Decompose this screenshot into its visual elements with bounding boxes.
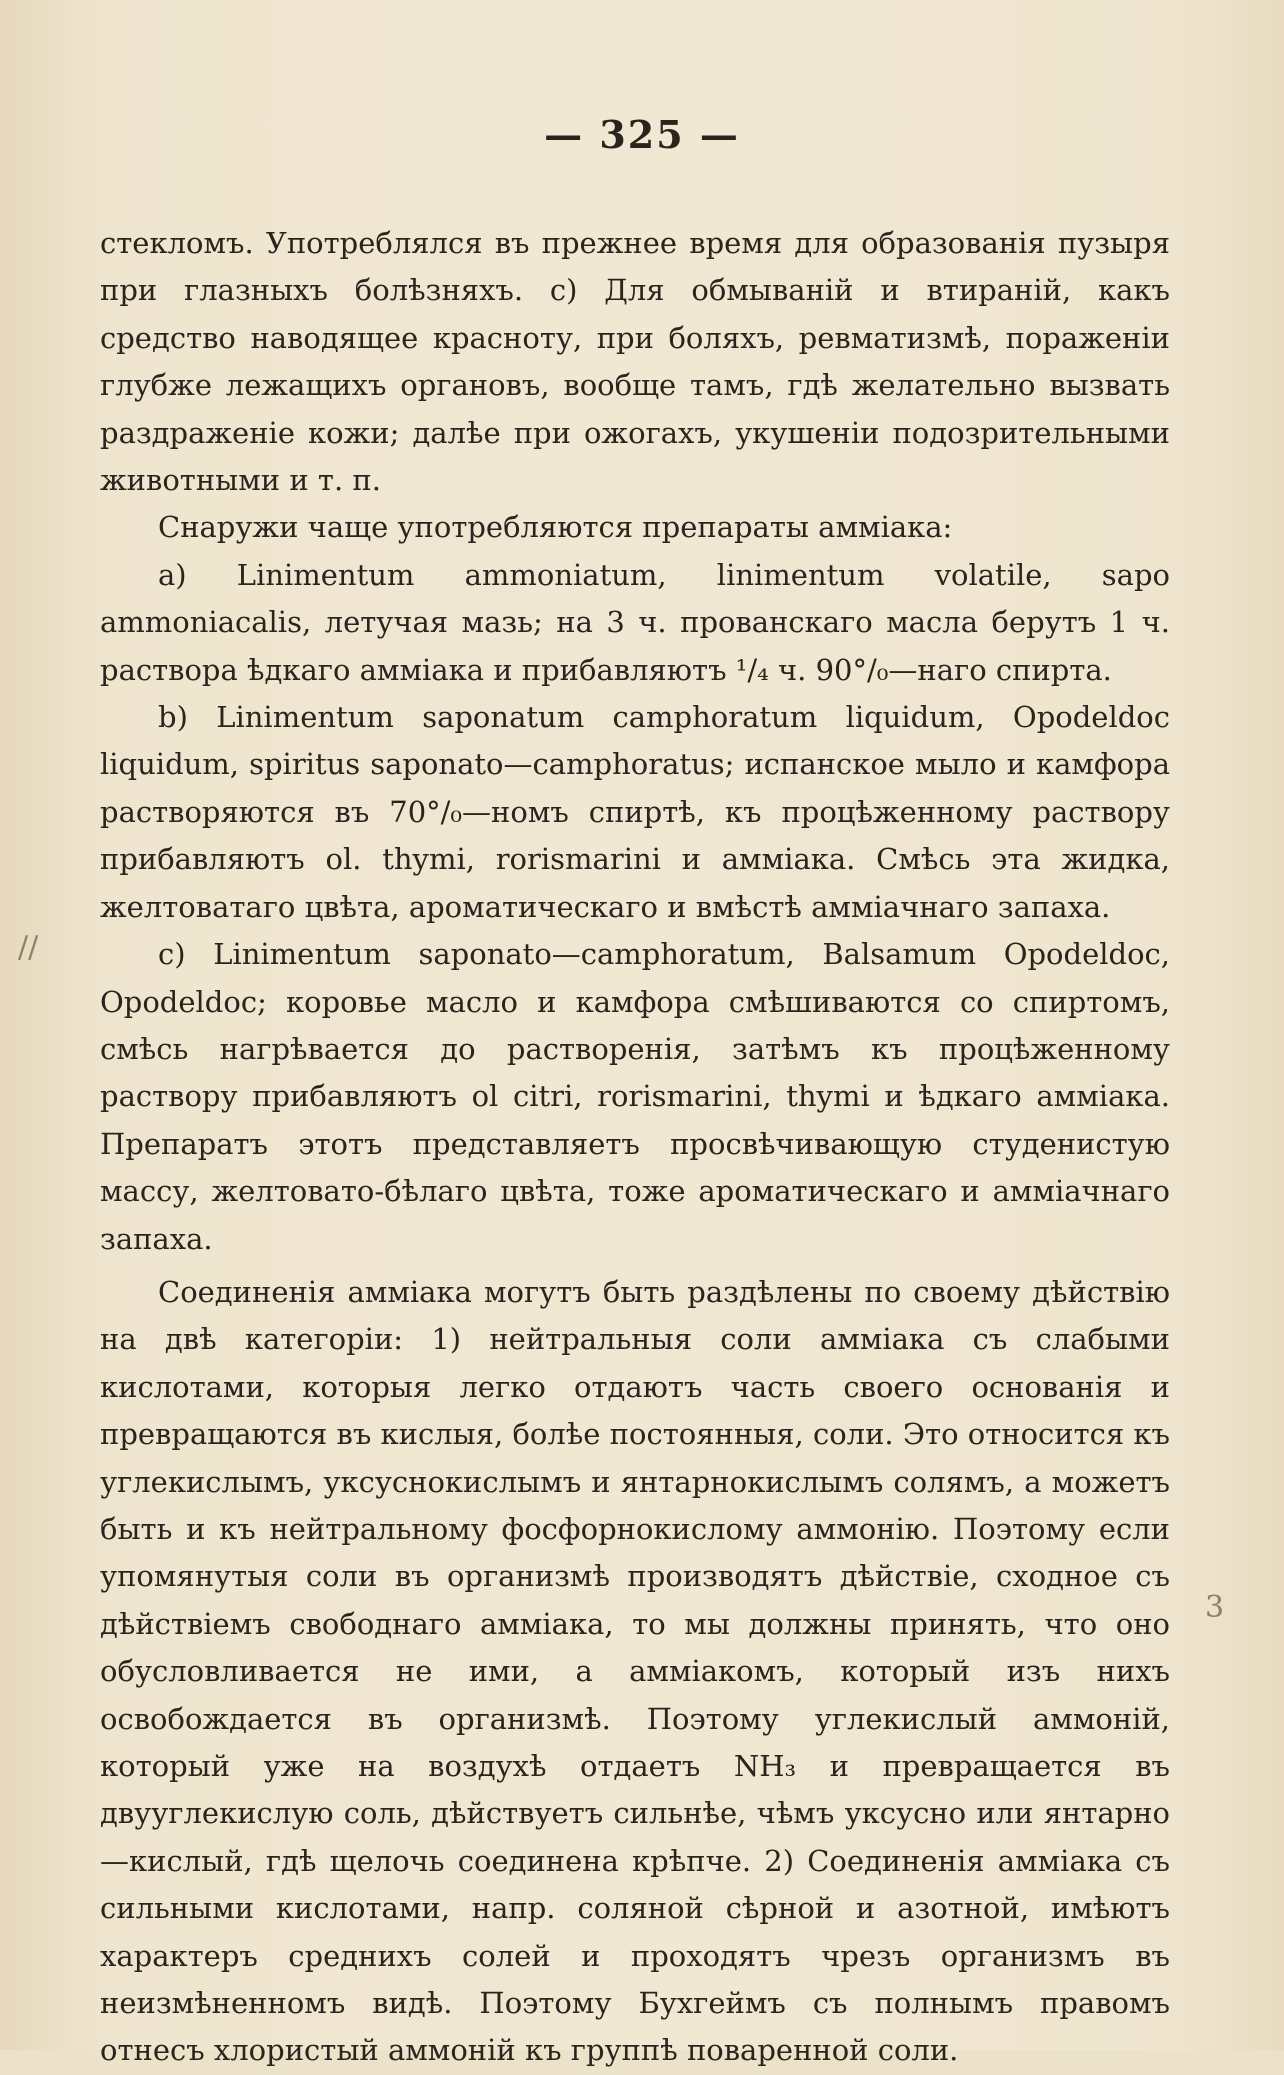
paragraph-2: Снаружи чаще употребляются препараты амміака: [158, 510, 953, 545]
page-number: — 325 — [544, 112, 740, 157]
paragraph-5: c) Linimentum saponato—camphoratum, Balsamum Opodeldoc, Opodeldoc; коровье масло и камфора смѣшиваются со спиртомъ, смѣсь нагрѣвается до растворенія, затѣмъ къ процѣженному раствору прибавляютъ ol citri, rorismarini, thymi и ѣдкаго амміака. Препаратъ этотъ представляетъ просвѣчивающую студенистую массу, желтовато-бѣлаго цвѣта, тоже ароматическаго и амміачнаго запаха. [100, 937, 1170, 1256]
paragraph-6: Соединенія амміака могутъ быть раздѣлены по своему дѣйствію на двѣ категоріи: 1) нейтральныя соли амміака съ слабыми кислотами, которыя легко отдаютъ часть своего основанія и превращаются въ кислыя, болѣе постоянныя, соли. Это относится къ углекислымъ, уксуснокислымъ и янтарнокислымъ солямъ, а можетъ быть и къ нейтральному фосфорнокислому аммонію. Поэтому если упомянутыя соли въ организмѣ производятъ дѣйствіе, сходное съ дѣйствіемъ свободнаго амміака, то мы должны принять, что оно обусловливается не ими, а амміакомъ, который изъ нихъ освобождается въ организмѣ. Поэтому углекислый аммоній, который уже на воздухѣ отдаетъ NH₃ и превращается въ двууглекислую соль, дѣйствуетъ сильнѣе, чѣмъ уксусно или янтарно—кислый, гдѣ щелочь соединена крѣпче. 2) Соединенія амміака съ сильными кислотами, напр. соляной сѣрной и азотной, имѣютъ характеръ среднихъ солей и проходятъ чрезъ организмъ въ неизмѣненномъ видѣ. Поэтому Бухгеймъ съ полнымъ правомъ отнесъ хлористый аммоній къ группѣ поваренной соли. [100, 1274, 1170, 2068]
paragraph-4: b) Linimentum saponatum camphoratum liquidum, Opodeldoc liquidum, spiritus saponato—camphoratus; испанское мыло и камфора растворяются въ 70°/₀—номъ спиртѣ, къ процѣженному раствору прибавляютъ ol. thymi, rorismarini и амміака. Смѣсь эта жидка, желтоватаго цвѣта, ароматическаго и вмѣстѣ амміачнаго запаха. [100, 700, 1170, 924]
paragraph-3: a) Linimentum ammoniatum, linimentum volatile, sapo ammoniacalis, летучая мазь; на 3 ч. прованскаго масла берутъ 1 ч. раствора ѣдкаго амміака и прибавляютъ ¹/₄ ч. 90°/₀—наго спирта. [100, 557, 1170, 687]
margin-mark-left: // [18, 930, 39, 965]
paragraph-1: стекломъ. Употреблялся въ прежнее время для образованія пузыря при глазныхъ болѣзняхъ. c) Для обмываній и втираній, какъ средство наводящее красноту, при боляхъ, ревматизмѣ, пораженіи глубже лежащихъ органовъ, вообще тамъ, гдѣ желательно вызвать раздраженіе кожи; далѣе при ожогахъ, укушеніи подозрительными животными и т. п. [100, 226, 1170, 498]
body-text [100, 220, 1170, 2075]
margin-mark-right: 3 [1205, 1590, 1225, 1625]
